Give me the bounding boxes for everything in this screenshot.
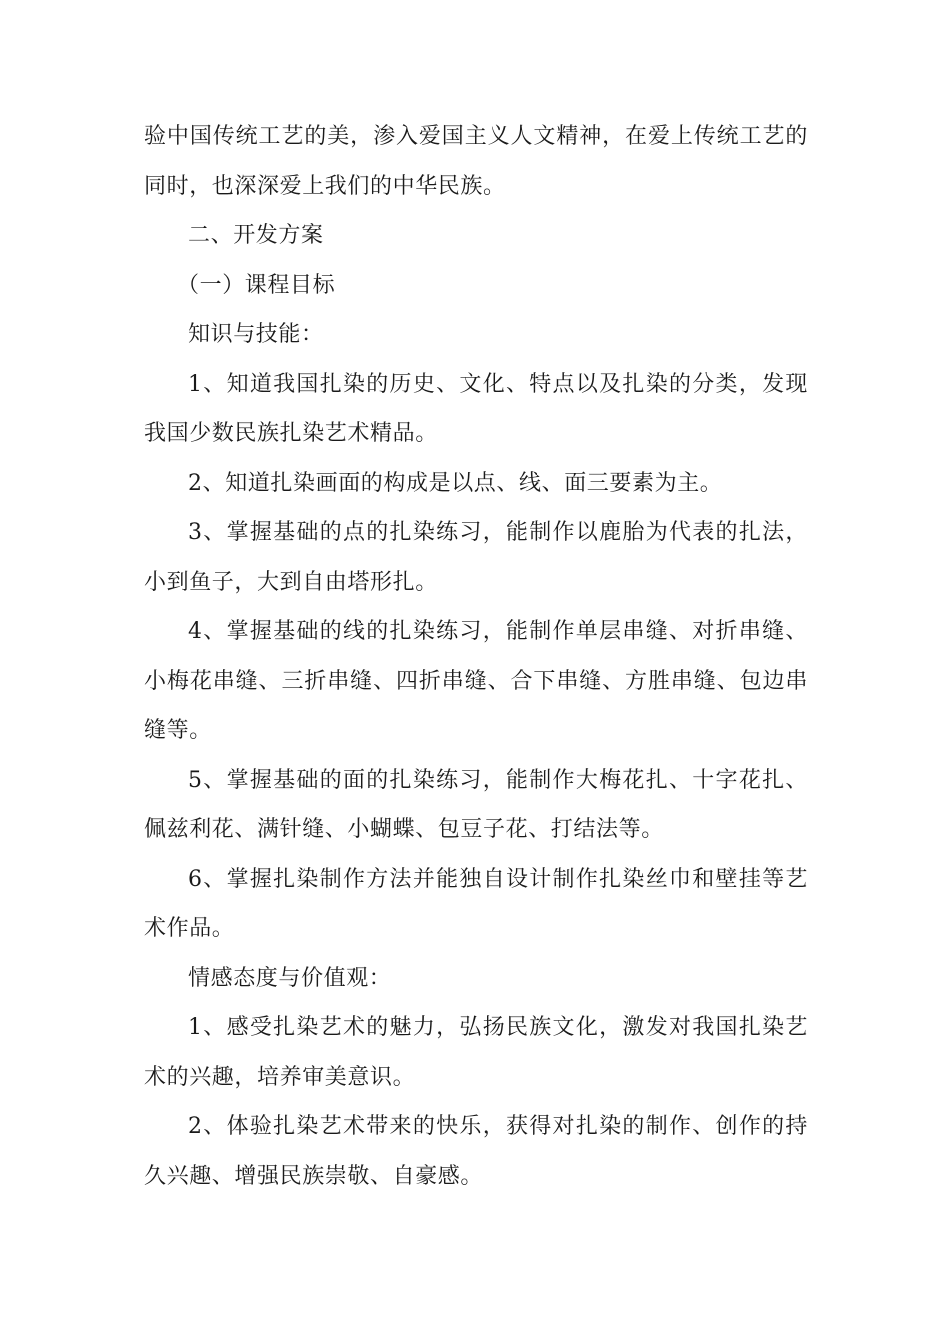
list-item: 2、知道扎染画面的构成是以点、线、面三要素为主。 bbox=[188, 470, 723, 496]
paragraph-continuation: 验中国传统工艺的美，渗入爱国主义人文精神，在爱上传统工艺的同时，也深深爱上我们的中华民族。 bbox=[144, 124, 808, 199]
list-item: 2、体验扎染艺术带来的快乐，获得对扎染的制作、创作的持久兴趣、增强民族崇敬、自豪感。 bbox=[144, 1114, 808, 1189]
list-item: 1、知道我国扎染的历史、文化、特点以及扎染的分类，发现我国少数民族扎染艺术精品。 bbox=[144, 371, 808, 446]
document-body bbox=[144, 112, 808, 1201]
list-item: 5、掌握基础的面的扎染练习，能制作大梅花扎、十字花扎、佩兹利花、满针缝、小蝴蝶、包豆子花、打结法等。 bbox=[144, 767, 808, 842]
list-item: 6、掌握扎染制作方法并能独自设计制作扎染丝巾和壁挂等艺术作品。 bbox=[144, 866, 808, 941]
list-item: 4、掌握基础的线的扎染练习，能制作单层串缝、对折串缝、小梅花串缝、三折串缝、四折串缝、合下串缝、方胜串缝、包边串缝等。 bbox=[144, 619, 808, 743]
section-heading: 二、开发方案 bbox=[188, 223, 324, 248]
category-heading-values: 情感态度与价值观： bbox=[188, 965, 392, 991]
subsection-heading: （一）课程目标 bbox=[177, 272, 336, 298]
list-item: 3、掌握基础的点的扎染练习，能制作以鹿胎为代表的扎法，小到鱼子，大到自由塔形扎。 bbox=[144, 520, 808, 595]
list-item: 1、感受扎染艺术的魅力，弘扬民族文化，激发对我国扎染艺术的兴趣，培养审美意识。 bbox=[144, 1015, 808, 1090]
category-heading-knowledge: 知识与技能： bbox=[188, 322, 324, 347]
